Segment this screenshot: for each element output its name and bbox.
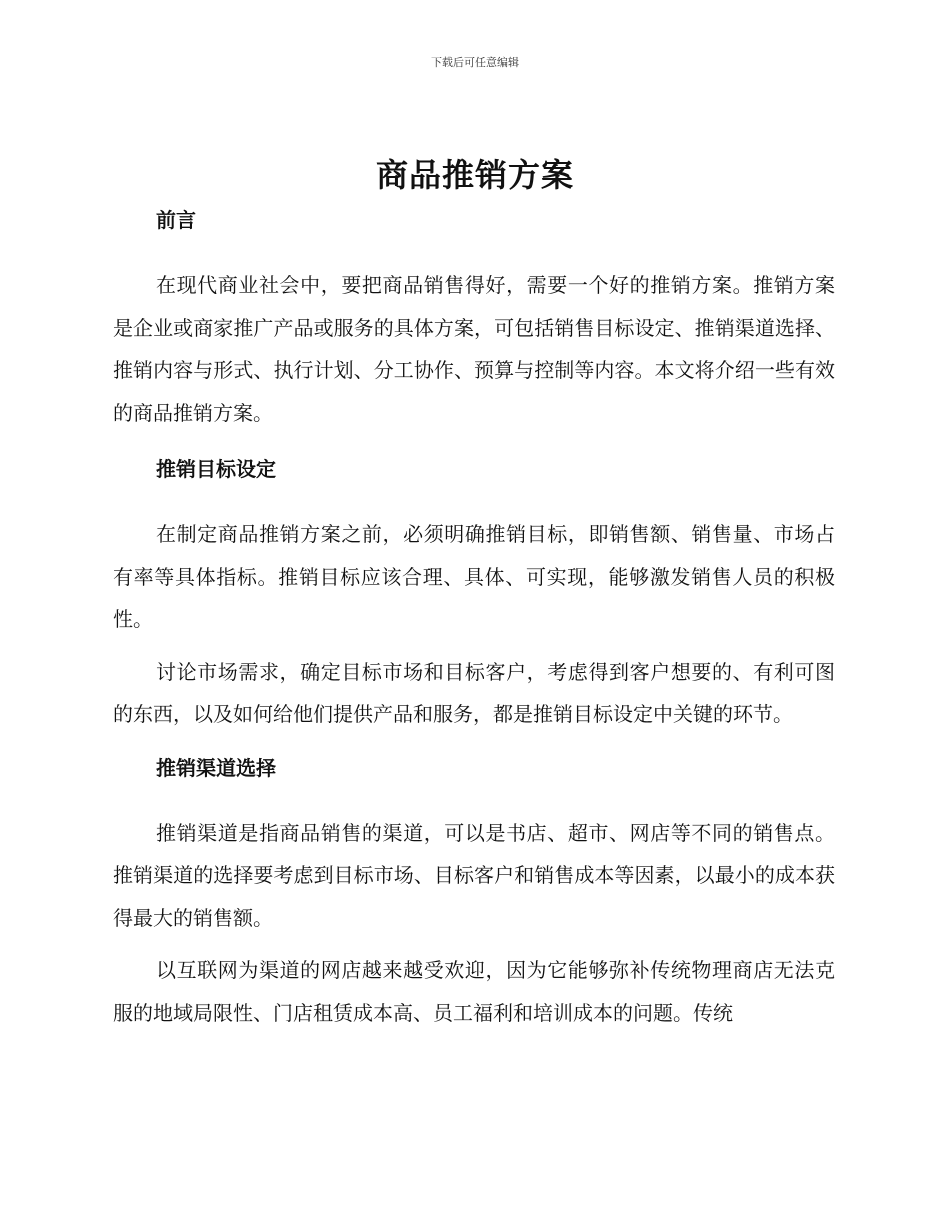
paragraph: 讨论市场需求，确定目标市场和目标客户，考虑得到客户想要的、有利可图的东西，以及如何给他们提供产品和服务，都是推销目标设定中关键的环节。 (113, 659, 835, 726)
paragraph: 在现代商业社会中，要把商品销售得好，需要一个好的推销方案。推销方案是企业或商家推广产品或服务的具体方案，可包括销售目标设定、推销渠道选择、推销内容与形式、执行计划、分工协作、预算与控制等内容。本文将介绍一些有效的商品推销方案。 (113, 273, 835, 425)
document-body (113, 203, 835, 1034)
paragraph: 在制定商品推销方案之前，必须明确推销目标，即销售额、销售量、市场占有率等具体指标。推销目标应该合理、具体、可实现，能够激发销售人员的积极性。 (113, 522, 835, 631)
section-heading-channel: 推销渠道选择 (156, 755, 276, 780)
paragraph: 推销渠道是指商品销售的渠道，可以是书店、超市、网店等不同的销售点。推销渠道的选择要考虑到目标市场、目标客户和销售成本等因素，以最小的成本获得最大的销售额。 (113, 820, 835, 930)
section-heading-goal: 推销目标设定 (156, 457, 276, 481)
section-heading-preface: 前言 (156, 208, 196, 232)
paragraph: 以互联网为渠道的网店越来越受欢迎，因为它能够弥补传统物理商店无法克服的地域局限性、门店租赁成本高、员工福利和培训成本的问题。传统 (113, 958, 835, 1025)
document-title: 商品推销方案 (375, 156, 574, 194)
header-note: 下载后可任意编辑 (431, 56, 519, 69)
